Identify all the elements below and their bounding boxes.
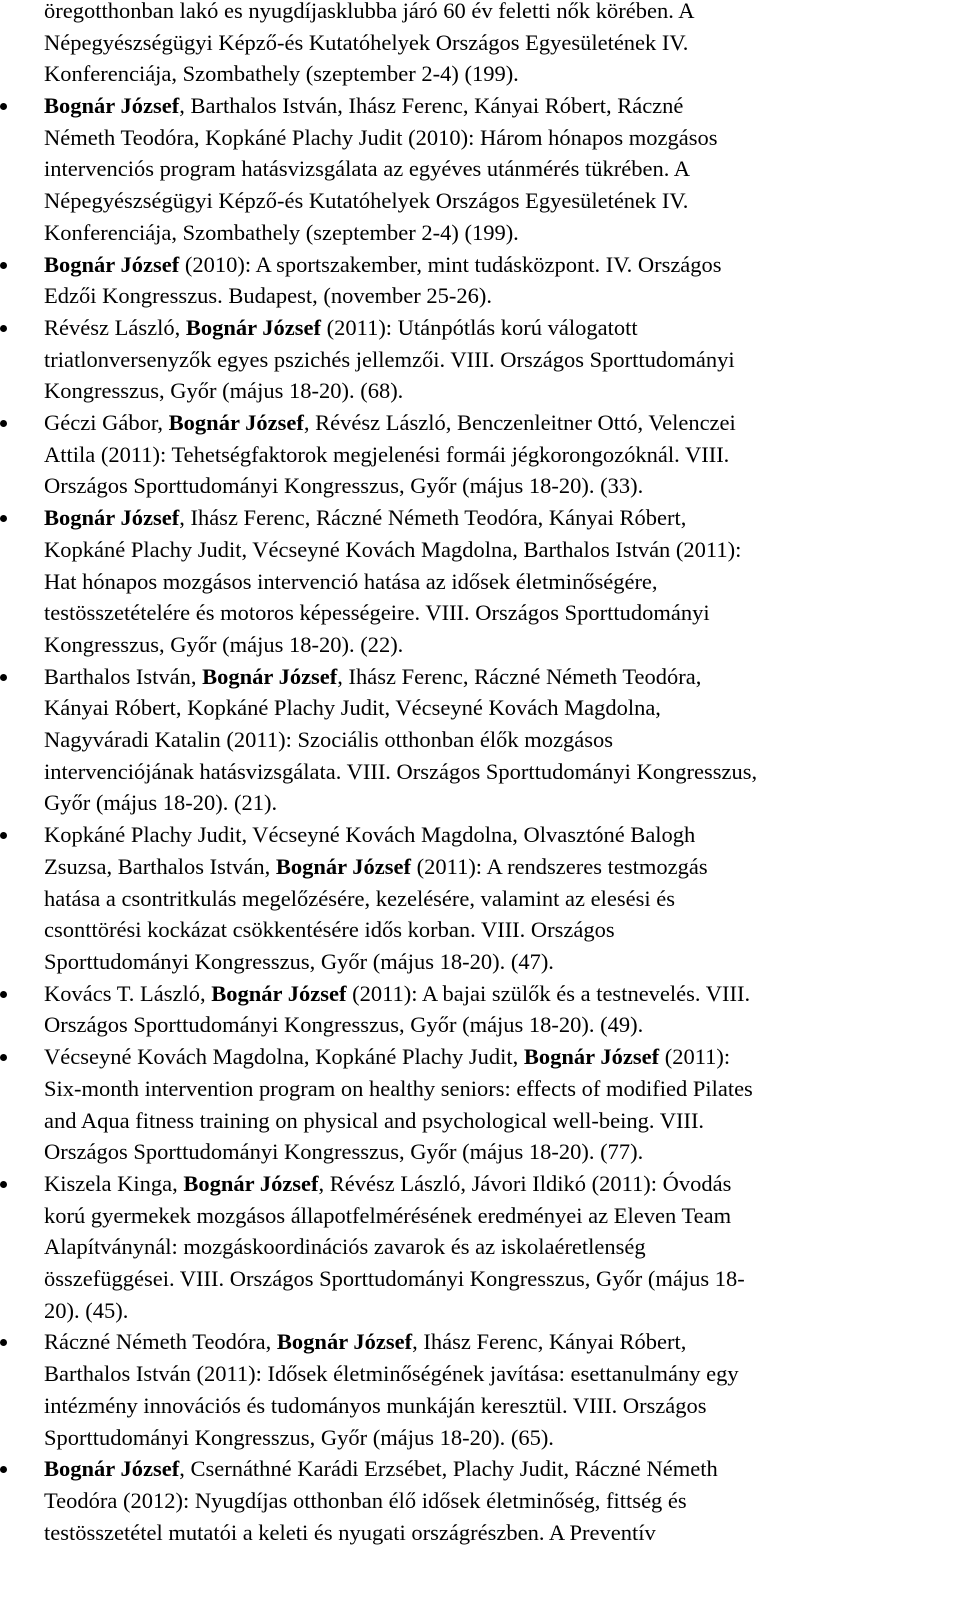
bullet-icon <box>0 1339 7 1346</box>
reference-text: (2011): A bajai szülők és a testnevelés. VIII. <box>346 980 751 1006</box>
reference-text: , Csernáthné Karádi Erzsébet, Plachy Judit, Ráczné Németh <box>179 1456 718 1482</box>
reference-line <box>44 375 960 407</box>
reference-item <box>0 90 960 249</box>
reference-line <box>44 534 960 566</box>
reference-line <box>44 407 960 439</box>
bullet-icon <box>0 1181 7 1188</box>
text-line: Népegyészségügyi Képző-és Kutatóhelyek Országos Egyesületének IV. <box>44 29 689 55</box>
continued-reference-text <box>44 0 944 90</box>
reference-text: csonttörési kockázat csökkentésére idős korban. VIII. Országos <box>44 917 615 943</box>
reference-text: , Ihász Ferenc, Ráczné Németh Teodóra, <box>337 663 702 689</box>
reference-line <box>44 1517 960 1549</box>
reference-item <box>0 1453 960 1548</box>
highlighted-author: Bognár József <box>44 1456 180 1482</box>
reference-line <box>44 724 960 756</box>
reference-line <box>44 312 960 344</box>
reference-item <box>0 819 960 978</box>
reference-text: Nagyváradi Katalin (2011): Szociális otthonban élők mozgásos <box>44 727 614 753</box>
reference-item <box>0 1041 960 1168</box>
highlighted-author: Bognár József <box>523 1044 660 1070</box>
reference-line <box>44 597 960 629</box>
reference-line <box>44 90 960 122</box>
reference-text: Sporttudományi Kongresszus, Győr (május 18-20). (65). <box>44 1424 554 1450</box>
reference-line <box>44 1009 960 1041</box>
bullet-icon <box>0 325 7 332</box>
reference-text: , Ihász Ferenc, Kányai Róbert, <box>412 1329 687 1355</box>
bullet-icon <box>0 262 7 269</box>
reference-text: összefüggései. VIII. Országos Sporttudományi Kongresszus, Győr (május 18- <box>44 1266 745 1292</box>
bullet-icon <box>0 674 7 681</box>
reference-line <box>44 470 960 502</box>
reference-line <box>44 439 960 471</box>
reference-text: Révész László, <box>44 314 186 340</box>
reference-line <box>44 1073 960 1105</box>
highlighted-author: Bognár József <box>44 505 180 531</box>
reference-line <box>44 756 960 788</box>
text-line: öregotthonban lakó es nyugdíjasklubba járó 60 év feletti nők körében. A <box>44 0 695 23</box>
bullet-icon <box>0 1466 7 1473</box>
reference-item <box>0 1326 960 1453</box>
reference-text: , Barthalos István, Ihász Ferenc, Kányai Róbert, Ráczné <box>179 93 684 118</box>
reference-line <box>44 1453 960 1485</box>
reference-text: (2010): A sportszakember, mint tudásközpont. IV. Országos <box>179 251 722 277</box>
reference-text: Barthalos István (2011): Idősek életminőségének javítása: esettanulmány egy <box>44 1361 739 1387</box>
reference-text: , Révész László, Jávori Ildikó (2011): Óvodás <box>318 1170 732 1196</box>
reference-text: intervenciójának hatásvizsgálata. VIII. Országos Sporttudományi Kongresszus, <box>44 758 758 784</box>
reference-text: and Aqua fitness training on physical and psychological well-being. VIII. <box>44 1107 705 1133</box>
reference-text: Kongresszus, Győr (május 18-20). (68). <box>44 378 404 404</box>
reference-text: hatása a csontritkulás megelőzésére, kezelésére, valamint az elesési és <box>44 885 675 911</box>
reference-text: Ráczné Németh Teodóra, <box>44 1329 277 1355</box>
reference-text: Kovács T. László, <box>44 980 212 1006</box>
reference-text: , Révész László, Benczenleitner Ottó, Velenczei <box>303 410 736 436</box>
reference-line <box>44 1168 960 1200</box>
reference-line <box>44 851 960 883</box>
reference-item <box>0 1168 960 1327</box>
bullet-icon <box>0 420 7 427</box>
highlighted-author: Bognár József <box>44 251 180 277</box>
reference-line <box>44 185 960 217</box>
reference-item <box>0 661 960 820</box>
reference-text: Zsuzsa, Barthalos István, <box>44 853 276 879</box>
reference-line <box>44 566 960 598</box>
reference-text: 20). (45). <box>44 1297 129 1323</box>
reference-text: korú gyermekek mozgásos állapotfelmérésének eredményei az Eleven Team <box>44 1202 732 1228</box>
reference-text: Kiszela Kinga, <box>44 1170 184 1196</box>
reference-line <box>44 661 960 693</box>
reference-text: Konferenciája, Szombathely (szeptember 2-4) (199). <box>44 219 519 245</box>
reference-line <box>44 1136 960 1168</box>
text-line: Konferenciája, Szombathely (szeptember 2-4) (199). <box>44 61 519 87</box>
reference-line <box>44 946 960 978</box>
reference-line <box>44 1105 960 1137</box>
reference-text: Sporttudományi Kongresszus, Győr (május 18-20). (47). <box>44 948 554 974</box>
reference-line <box>44 692 960 724</box>
reference-text: (2011): <box>659 1044 731 1070</box>
reference-line <box>44 249 960 281</box>
bullet-icon <box>0 515 7 522</box>
reference-text: Barthalos István, <box>44 663 203 689</box>
reference-line <box>44 914 960 946</box>
reference-line <box>44 1358 960 1390</box>
reference-line <box>44 280 960 312</box>
reference-text: , Ihász Ferenc, Ráczné Németh Teodóra, Kányai Róbert, <box>179 505 687 531</box>
bullet-icon <box>0 1054 7 1061</box>
reference-text: Országos Sporttudományi Kongresszus, Győr (május 18-20). (49). <box>44 1012 644 1038</box>
reference-text: Alapítványnál: mozgáskoordinációs zavarok és az iskolaéretlenség <box>44 1234 646 1260</box>
reference-text: Kopkáné Plachy Judit, Vécseyné Kovách Magdolna, Barthalos István (2011): <box>44 536 742 562</box>
reference-text: Győr (május 18-20). (21). <box>44 790 278 816</box>
reference-item <box>0 407 960 502</box>
reference-text: triatlonversenyzők egyes pszichés jellemzői. VIII. Országos Sporttudományi <box>44 346 735 372</box>
highlighted-author: Bognár József <box>211 980 347 1006</box>
bullet-icon <box>0 103 7 110</box>
reference-line <box>44 1390 960 1422</box>
reference-line <box>44 883 960 915</box>
reference-item <box>0 249 960 312</box>
reference-text: Hat hónapos mozgásos intervenció hatása az idősek életminőségére, <box>44 568 658 594</box>
reference-text: testösszetételére és motoros képességeire. VIII. Országos Sporttudományi <box>44 600 710 626</box>
reference-text: testösszetétel mutatói a keleti és nyugati országrészben. A Preventív <box>44 1519 656 1545</box>
reference-line <box>44 502 960 534</box>
bullet-icon <box>0 832 7 839</box>
reference-line <box>44 819 960 851</box>
reference-line <box>44 217 960 249</box>
highlighted-author: Bognár József <box>276 1329 413 1355</box>
reference-line <box>44 1422 960 1454</box>
reference-line <box>44 978 960 1010</box>
reference-text: Attila (2011): Tehetségfaktorok megjelenési formái jégkorongozóknál. VIII. <box>44 441 730 467</box>
reference-item <box>0 502 960 661</box>
reference-text: Kopkáné Plachy Judit, Vécseyné Kovách Magdolna, Olvasztóné Balogh <box>44 822 696 848</box>
reference-text: Six-month intervention program on healthy seniors: effects of modified Pilates <box>44 1075 753 1101</box>
reference-text: Országos Sporttudományi Kongresszus, Győr (május 18-20). (33). <box>44 473 644 499</box>
reference-list <box>0 90 960 1548</box>
reference-item <box>0 312 960 407</box>
reference-line <box>44 122 960 154</box>
reference-line <box>44 153 960 185</box>
highlighted-author: Bognár József <box>202 663 338 689</box>
reference-text: (2011): A rendszeres testmozgás <box>411 853 708 879</box>
reference-text: Vécseyné Kovách Magdolna, Kopkáné Plachy Judit, <box>44 1044 524 1070</box>
reference-line <box>44 1041 960 1073</box>
reference-line <box>44 1200 960 1232</box>
highlighted-author: Bognár József <box>185 314 322 340</box>
highlighted-author: Bognár József <box>183 1170 319 1196</box>
highlighted-author: Bognár József <box>275 853 412 879</box>
reference-text: Kongresszus, Győr (május 18-20). (22). <box>44 631 404 657</box>
reference-text: intézmény innovációs és tudományos munkáján keresztül. VIII. Országos <box>44 1392 707 1418</box>
reference-text: Edzői Kongresszus. Budapest, (november 25-26). <box>44 283 493 309</box>
reference-text: Népegyészségügyi Képző-és Kutatóhelyek Országos Egyesületének IV. <box>44 188 689 214</box>
reference-text: Országos Sporttudományi Kongresszus, Győr (május 18-20). (77). <box>44 1139 644 1165</box>
bullet-icon <box>0 991 7 998</box>
reference-text: Teodóra (2012): Nyugdíjas otthonban élő idősek életminőség, fittség és <box>44 1487 687 1513</box>
reference-text: (2011): Utánpótlás korú válogatott <box>321 314 638 340</box>
reference-line <box>44 1295 960 1327</box>
reference-line <box>44 629 960 661</box>
reference-line <box>44 1485 960 1517</box>
reference-line <box>44 1263 960 1295</box>
reference-line <box>44 787 960 819</box>
reference-item <box>0 978 960 1041</box>
highlighted-author: Bognár József <box>44 93 180 118</box>
reference-line <box>44 1231 960 1263</box>
highlighted-author: Bognár József <box>168 410 304 436</box>
reference-line <box>44 344 960 376</box>
reference-text: Kányai Róbert, Kopkáné Plachy Judit, Vécseyné Kovách Magdolna, <box>44 695 661 721</box>
reference-line <box>44 1326 960 1358</box>
reference-text: Németh Teodóra, Kopkáné Plachy Judit (2010): Három hónapos mozgásos <box>44 124 718 150</box>
reference-text: Géczi Gábor, <box>44 410 169 436</box>
reference-text: intervenciós program hatásvizsgálata az egyéves utánmérés tükrében. A <box>44 156 690 182</box>
